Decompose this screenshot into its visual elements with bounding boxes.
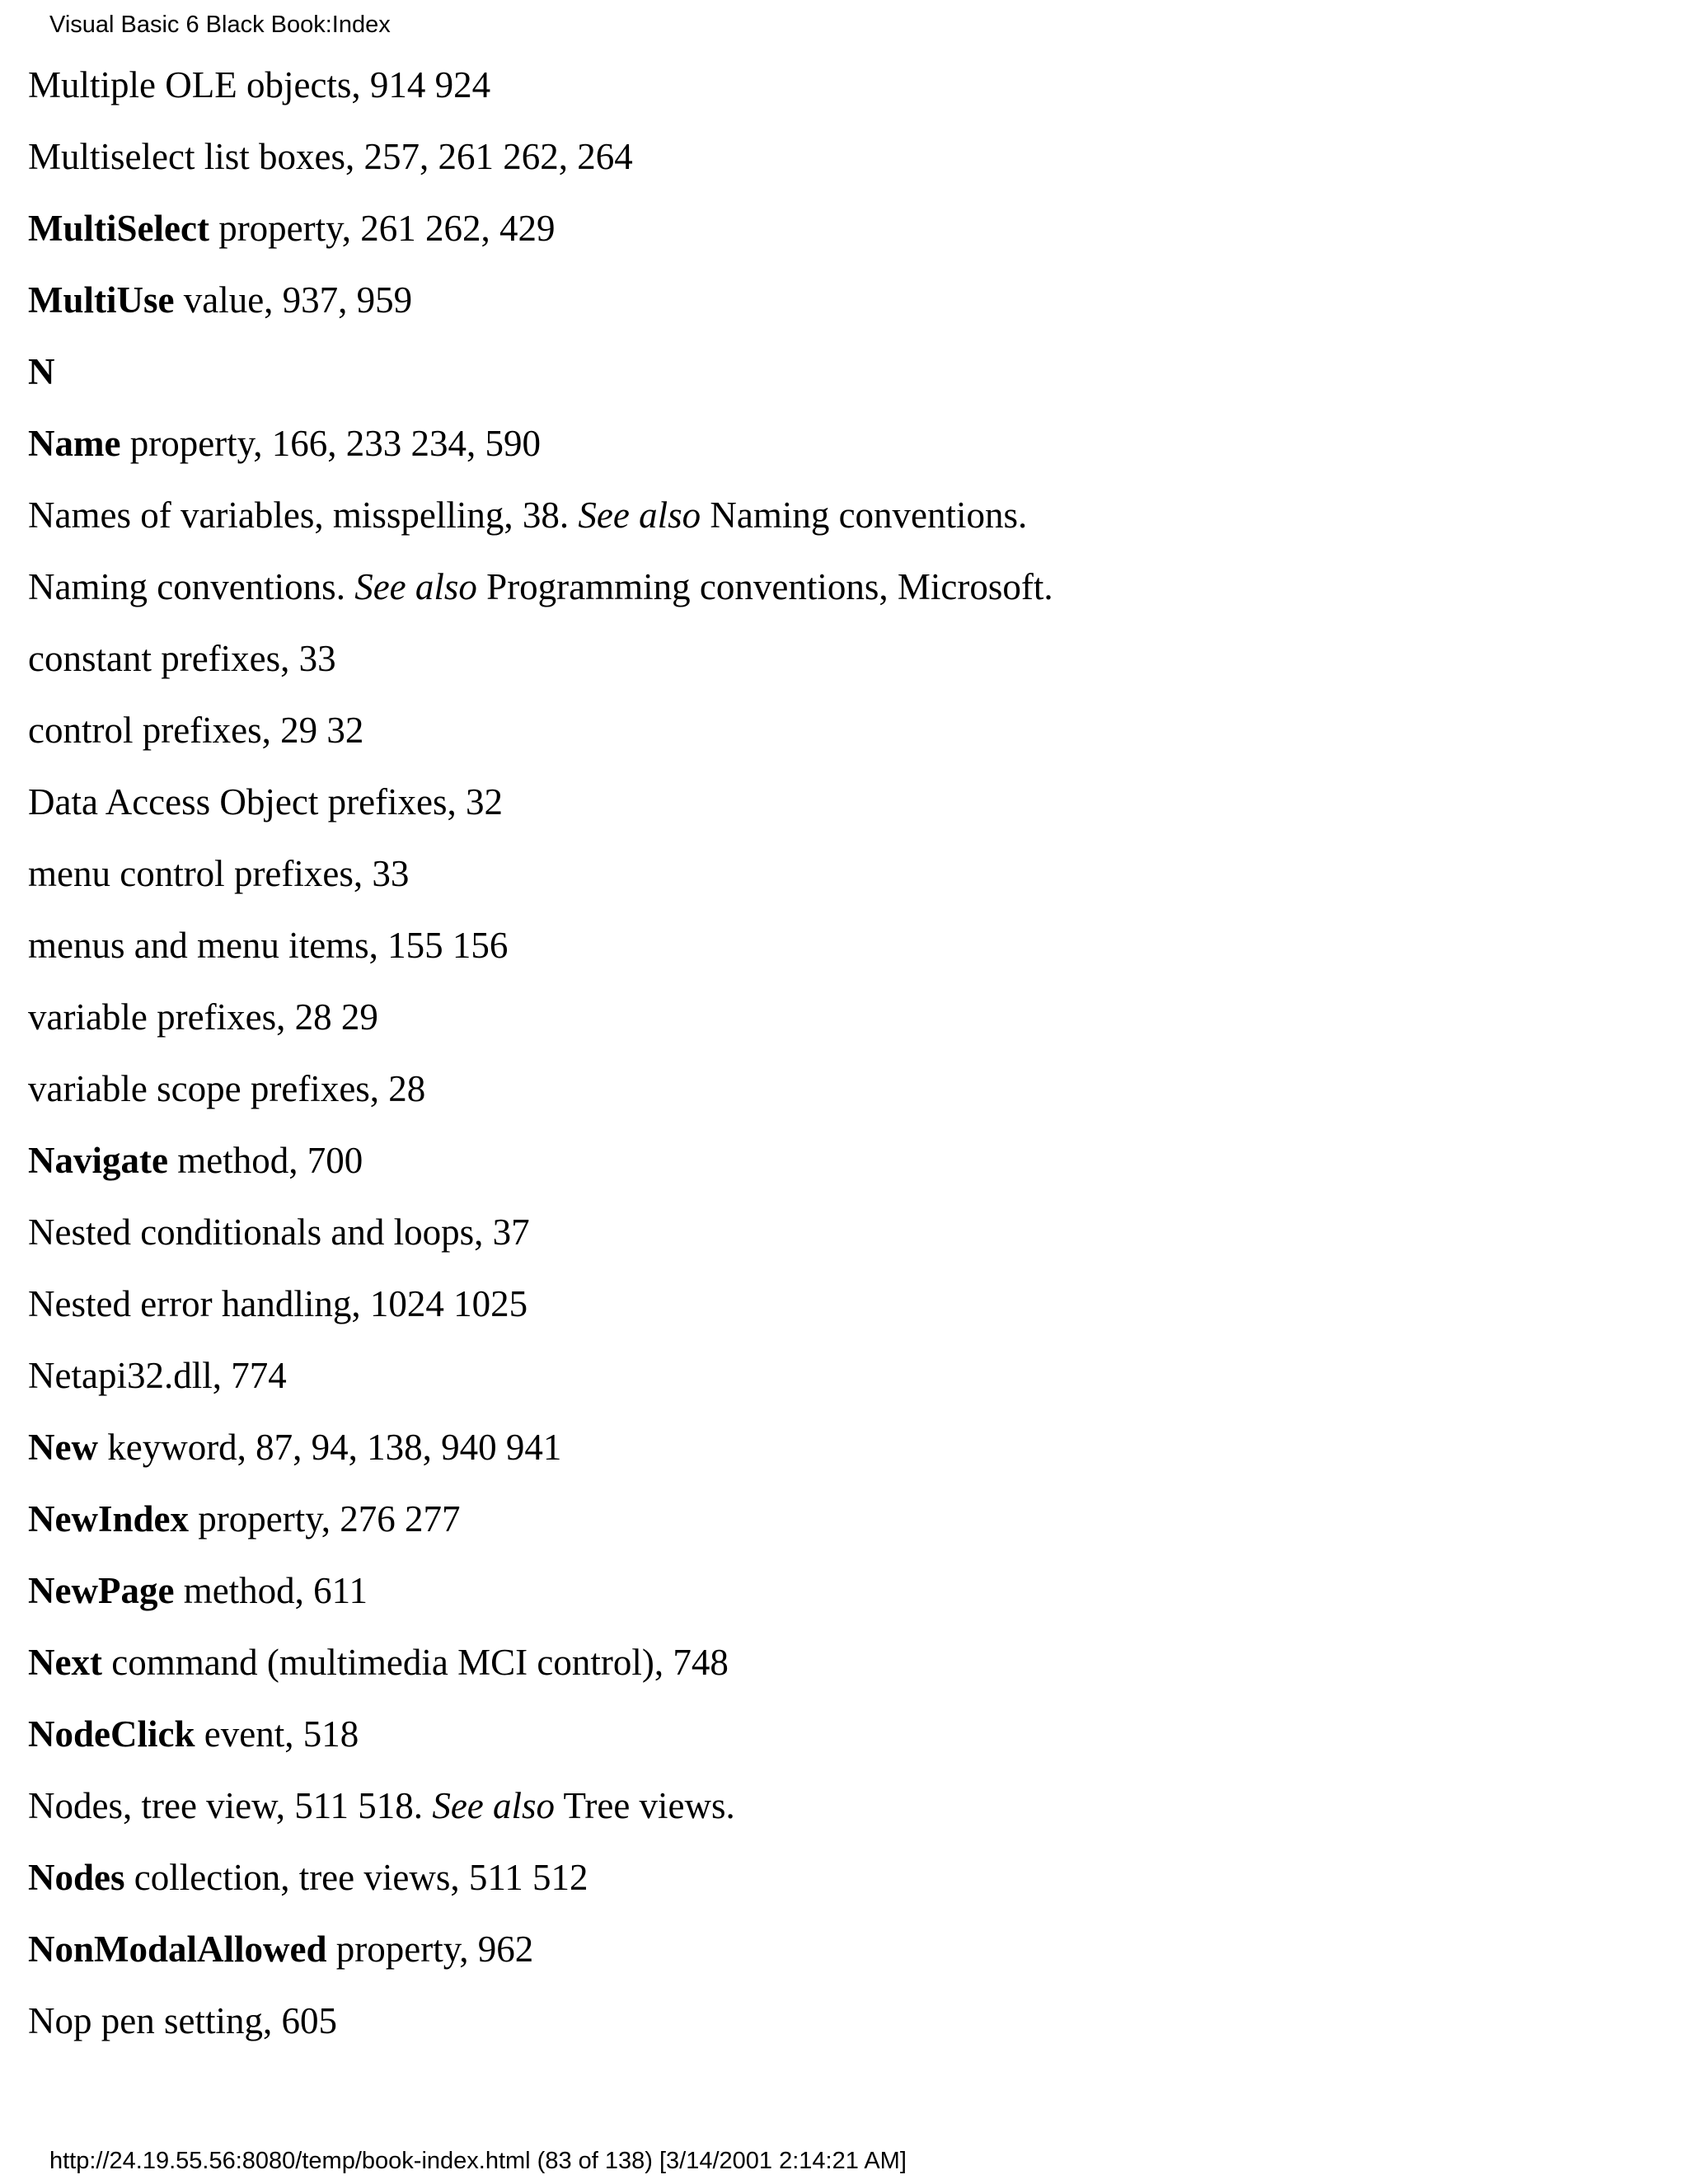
index-term: N [28, 351, 55, 392]
see-also-label: See also [578, 494, 701, 536]
index-term: Nodes [28, 1857, 125, 1898]
index-entry [28, 408, 1053, 480]
index-entry [28, 1197, 1053, 1268]
index-entry [28, 551, 1053, 623]
index-subentry [28, 982, 1053, 1053]
index-text: constant prefixes, 33 [28, 638, 336, 679]
index-text: property, 261 262, 429 [209, 208, 556, 249]
index-entry [28, 1770, 1053, 1842]
see-also-target: Naming conventions. [701, 494, 1028, 536]
index-entry [28, 1125, 1053, 1197]
index-entry [28, 1483, 1053, 1555]
page-header-title: Visual Basic 6 Black Book:Index [49, 12, 391, 38]
index-entry [28, 193, 1053, 265]
index-section-letter [28, 336, 1053, 408]
index-subentry [28, 623, 1053, 695]
index-subentry [28, 910, 1053, 982]
index-entry [28, 1340, 1053, 1412]
index-text: collection, tree views, 511 512 [124, 1857, 588, 1898]
index-entry [28, 1627, 1053, 1699]
index-text: Data Access Object prefixes, 32 [28, 781, 504, 823]
index-entry [28, 1412, 1053, 1483]
index-subentry [28, 766, 1053, 838]
index-term: Name [28, 423, 121, 464]
index-text: Names of variables, misspelling, 38. [28, 494, 579, 536]
index-term: New [28, 1427, 98, 1468]
index-text: Nodes, tree view, 511 518. [28, 1785, 433, 1826]
index-text: property, 962 [326, 1929, 534, 1970]
index-entry-list [28, 49, 1053, 2057]
index-entry [28, 1842, 1053, 1914]
index-text: Naming conventions. [28, 566, 355, 607]
index-text: control prefixes, 29 32 [28, 710, 364, 751]
index-entry [28, 1268, 1053, 1340]
index-subentry [28, 838, 1053, 910]
index-text: keyword, 87, 94, 138, 940 941 [97, 1427, 562, 1468]
see-also-label: See also [432, 1785, 556, 1826]
index-term: Next [28, 1642, 102, 1683]
index-text: menu control prefixes, 33 [28, 853, 410, 894]
see-also-label: See also [354, 566, 477, 607]
index-text: method, 611 [174, 1570, 368, 1611]
index-text: event, 518 [195, 1713, 359, 1755]
index-term: MultiUse [28, 279, 175, 321]
index-text: Nop pen setting, 605 [28, 2000, 337, 2041]
index-term: NodeClick [28, 1713, 195, 1755]
index-text: property, 166, 233 234, 590 [120, 423, 541, 464]
index-entry [28, 1914, 1053, 1985]
see-also-target: Programming conventions, Microsoft. [476, 566, 1053, 607]
index-text: Netapi32.dll, 774 [28, 1355, 287, 1396]
index-text: Multiple OLE objects, 914 924 [28, 64, 491, 105]
index-entry [28, 1555, 1053, 1627]
index-term: NonModalAllowed [28, 1929, 327, 1970]
index-text: variable prefixes, 28 29 [28, 996, 378, 1038]
index-entry [28, 121, 1053, 193]
index-text: menus and menu items, 155 156 [28, 925, 509, 966]
index-subentry [28, 695, 1053, 766]
index-text: method, 700 [167, 1140, 363, 1181]
index-entry [28, 265, 1053, 336]
index-text: command (multimedia MCI control), 748 [101, 1642, 729, 1683]
index-text: Nested error handling, 1024 1025 [28, 1283, 528, 1324]
index-entry [28, 1699, 1053, 1770]
index-entry [28, 480, 1053, 551]
index-term: Navigate [28, 1140, 168, 1181]
index-term: MultiSelect [28, 208, 209, 249]
index-text: value, 937, 959 [174, 279, 413, 321]
index-entry [28, 1985, 1053, 2057]
index-entry [28, 49, 1053, 121]
index-text: property, 276 277 [189, 1498, 461, 1540]
index-term: NewPage [28, 1570, 175, 1611]
index-term: NewIndex [28, 1498, 190, 1540]
index-text: Nested conditionals and loops, 37 [28, 1212, 530, 1253]
see-also-target: Tree views. [555, 1785, 735, 1826]
page-footer-source: http://24.19.55.56:8080/temp/book-index.html (83 of 138) [3/14/2001 2:14:21 AM] [49, 2148, 907, 2174]
index-text: Multiselect list boxes, 257, 261 262, 264 [28, 136, 633, 177]
index-subentry [28, 1053, 1053, 1125]
index-text: variable scope prefixes, 28 [28, 1068, 426, 1109]
